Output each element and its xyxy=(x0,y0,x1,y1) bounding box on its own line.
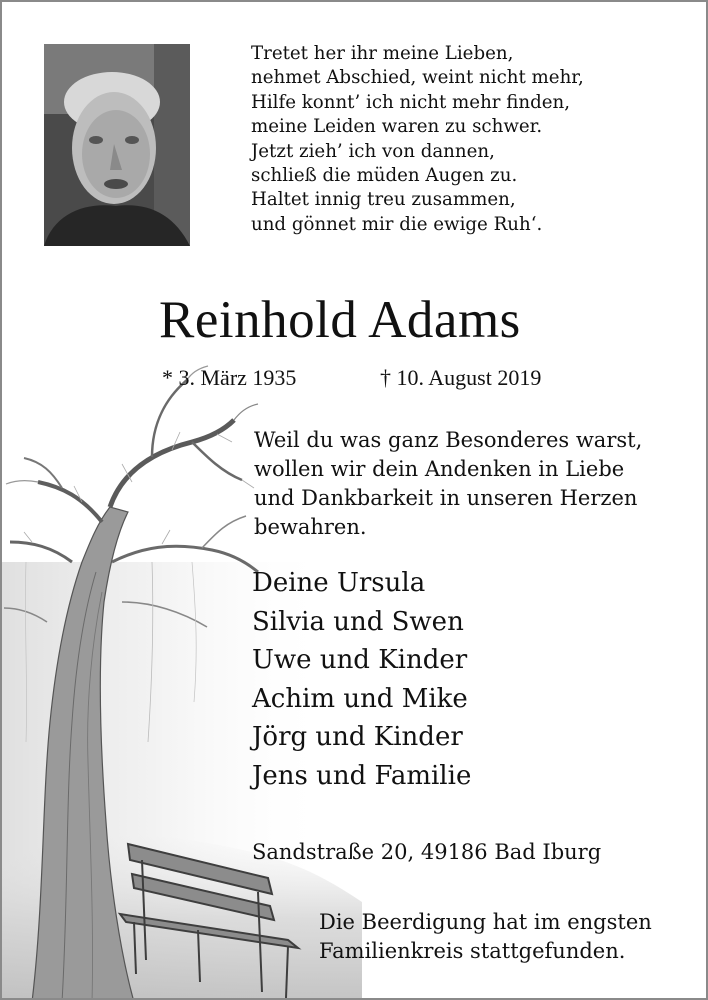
remembrance-line: Weil du was ganz Besonderes warst, xyxy=(254,428,643,452)
poem-line: schließ die müden Augen zu. xyxy=(251,165,518,187)
funeral-note-line: Familienkreis stattgefunden. xyxy=(319,939,626,963)
funeral-note-line: Die Beerdigung hat im engsten xyxy=(319,910,652,934)
family-address: Sandstraße 20, 49186 Bad Iburg xyxy=(252,840,602,864)
funeral-note xyxy=(319,908,652,966)
death-date: † 10. August 2019 xyxy=(380,365,542,390)
poem-line: Jetzt zieh’ ich von dannen, xyxy=(251,140,495,162)
portrait-image xyxy=(44,44,190,246)
birth-date: * 3. März 1935 xyxy=(162,365,297,390)
portrait-photo xyxy=(44,44,190,246)
mourner: Deine Ursula xyxy=(252,568,426,598)
poem-line: Tretet her ihr meine Lieben, xyxy=(251,43,514,64)
poem-line: und gönnet mir die ewige Ruh‘. xyxy=(251,213,543,235)
mourner: Uwe und Kinder xyxy=(252,645,468,676)
remembrance-line: wollen wir dein Andenken in Liebe xyxy=(254,457,625,481)
mourner: Jörg und Kinder xyxy=(252,722,463,753)
mourner: Achim und Mike xyxy=(252,683,468,714)
poem-line: nehmet Abschied, weint nicht mehr, xyxy=(251,67,584,89)
mourners-list xyxy=(252,564,471,796)
poem-line: meine Leiden waren zu schwer. xyxy=(251,116,543,138)
mourner: Jens und Familie xyxy=(252,760,472,791)
remembrance-line: und Dankbarkeit in unseren Herzen xyxy=(254,486,638,510)
mourner: Silvia und Swen xyxy=(252,606,464,637)
remembrance-line: bewahren. xyxy=(254,515,367,539)
remembrance-text xyxy=(254,426,642,542)
poem xyxy=(251,42,584,237)
poem-line: Hilfe konnt’ ich nicht mehr finden, xyxy=(251,91,571,113)
deceased-name: Reinhold Adams xyxy=(159,291,521,349)
poem-line: Haltet innig treu zusammen, xyxy=(251,189,516,211)
